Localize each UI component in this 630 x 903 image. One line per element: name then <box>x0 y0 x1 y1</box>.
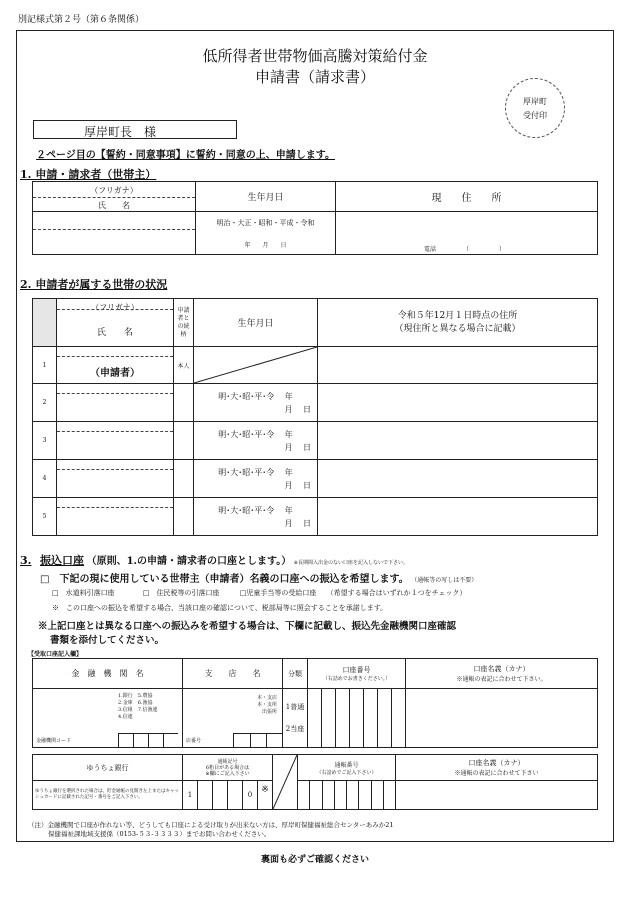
applicant-label: （申請者） <box>90 368 140 379</box>
row-number: 3 <box>33 422 57 460</box>
symbol-first-digit: 1 <box>183 781 198 809</box>
s2-relation-header: 申請者との続柄 <box>174 299 194 347</box>
row-number: 1 <box>33 347 57 384</box>
row-number: 4 <box>33 460 57 498</box>
section2-title: 2. 申請者が属する世帯の状況 <box>20 278 168 291</box>
check-note: （希望する場合はいずれか１つをチェック） <box>326 589 467 597</box>
household-table <box>32 298 598 536</box>
form-title: 低所得者世帯物価高騰対策給付金 <box>202 47 428 65</box>
holder-note: ※通帳の表記に合わせて下さい。 <box>456 676 547 683</box>
holder-input[interactable] <box>406 689 598 748</box>
branch-name-header: 支 店 名 <box>183 659 283 689</box>
branch-code-label: 店番号 <box>186 738 202 744</box>
stamp-label: 受付印 <box>523 111 547 120</box>
applicant-table <box>32 181 598 255</box>
s2-birth-header: 生年月日 <box>194 299 318 347</box>
row-number: 2 <box>33 384 57 422</box>
s3-num: 3. <box>20 554 32 567</box>
bank-name-header: 金 融 機 関 名 <box>33 659 183 689</box>
addressee-box <box>33 120 237 139</box>
check-tax[interactable]: □ 住民税等の引落口座 <box>142 589 220 597</box>
s2-address-line1: 令和５年12月１日時点の住所 <box>397 310 518 321</box>
yucho-symbol-header: 通帳記号 <box>217 759 238 765</box>
other-account-text-1: ※上記口座とは異なる口座への振込みを希望する場合は、下欄に記載し、振込先金融機関口座確認 <box>38 621 457 632</box>
acct-no-header: 口座番号 <box>342 666 371 674</box>
md: 月 日 <box>284 442 311 452</box>
diagonal-strike <box>194 347 317 383</box>
yucho-number-boxes[interactable] <box>298 781 396 810</box>
opt1-note: （通帳等の写しは不要） <box>411 577 478 584</box>
bank-types: 1.銀行 5.農協 2.金庫 6.漁協 3.信組 7.信漁連 4.信連 <box>118 693 158 720</box>
back-side-notice: 裏面も必ずご確認ください <box>260 855 369 865</box>
addressee: 厚岸町長 様 <box>84 125 157 139</box>
yucho-number-note: （右詰めでご記入下さい） <box>316 769 377 776</box>
s1-name-header: 氏 名 <box>98 201 130 210</box>
yucho-number-header: 通帳番号 <box>334 761 359 769</box>
yucho-header: ゆうちょ銀行 <box>33 755 183 781</box>
check-water[interactable]: □ 水道料引落口座 <box>52 589 115 597</box>
era: 明･大･昭･平･令 年 <box>218 391 293 401</box>
account-type-checks <box>52 588 466 598</box>
yucho-table <box>32 754 598 810</box>
section3-title <box>20 552 408 568</box>
footer-note-1: （注）金融機関で口座が作れない等、どうしても口座による受け取りが出来ない方は、厚岸町保健福祉総合センターあみか21 <box>28 821 394 829</box>
instruction: ２ページ目の【誓約・同意事項】に誓約・同意の上、申請します。 <box>36 150 335 161</box>
footer-note-2: 保健福祉課地域支援係（0153-５３-３３３３）までお問い合わせください。 <box>48 830 271 838</box>
symbol-kome: ※ <box>261 785 269 795</box>
yucho-holder-note: ※通帳の表記に合わせて下さい <box>454 770 539 777</box>
bank-code-label: 金融機関コード <box>36 738 72 744</box>
md: 月 日 <box>284 404 311 414</box>
other-account-text-2: 書類を添付してください。 <box>50 635 165 646</box>
form-subtitle: 申請書（請求書） <box>254 68 375 86</box>
s3-title: 振込口座 <box>40 554 85 567</box>
symbol-last-digit: 0 <box>243 781 258 809</box>
s2-name-header: 氏 名 <box>96 328 133 338</box>
stamp-town: 厚岸町 <box>523 97 547 106</box>
form-number: 別記様式第２号（第６条関係） <box>18 15 145 25</box>
opt1-text: □ 下記の現に使用している世帯主（申請者）名義の口座への振込を希望します。 <box>40 574 409 585</box>
yucho-symbol-boxes[interactable] <box>183 781 273 810</box>
yucho-diagonal <box>273 755 297 809</box>
self-label: 本人 <box>174 347 194 384</box>
acct-no-boxes[interactable] <box>308 689 406 748</box>
bank-code-boxes[interactable] <box>118 733 178 747</box>
s3-note: ※長期間入出金のない口座を記入しないで下さい。 <box>293 560 408 566</box>
section1-title: 1. 申請・請求者（世帯主） <box>20 168 157 181</box>
yucho-holder-header: 口座名義（カナ） <box>468 759 525 767</box>
yucho-holder-input[interactable] <box>396 781 598 810</box>
acct-no-note: （右詰めでお書きください。） <box>322 676 391 682</box>
s1-ymd: 年 月 日 <box>244 242 287 249</box>
era: 明･大･昭･平･令 年 <box>218 429 293 439</box>
holder-header: 口座名義（カナ） <box>473 665 530 673</box>
row-number: 5 <box>33 498 57 536</box>
category-header: 分類 <box>283 659 308 689</box>
s3-rule: （原則、1.の申請・請求者の口座とします。） <box>86 556 292 567</box>
check-child[interactable]: □児童手当等の受給口座 <box>239 589 317 597</box>
type-toza[interactable]: 2当座 <box>285 725 305 733</box>
branch-code-boxes[interactable] <box>233 733 283 747</box>
yucho-symbol-note: 6桁目がある場合は ※欄にご記入下さい <box>205 765 250 777</box>
s1-tel: 電話 （ ） <box>424 246 506 253</box>
account-box-label: 【受取口座記入欄】 <box>28 651 83 658</box>
md: 月 日 <box>284 480 311 490</box>
s1-furigana: （フリガナ） <box>90 186 138 195</box>
s1-address-header: 現 住 所 <box>336 182 598 212</box>
era: 明･大･昭･平･令 年 <box>218 467 293 477</box>
s2-furigana: （フリガナ） <box>91 303 139 312</box>
consent-text: ※ この口座への振込を希望する場合、当該口座の確認について、税部局等に照会することを承諾します。 <box>52 604 388 612</box>
bank-account-table <box>32 658 598 748</box>
option-current-account[interactable] <box>40 570 477 585</box>
s2-address-line2: （現住所と異なる場合に記載） <box>394 323 521 334</box>
s1-birth-header: 生年月日 <box>196 182 336 212</box>
yucho-note: ゆうちょ銀行を選択された場合は、貯金通帳の見開き左上またはキャッシュカードに記載された記号・番号をご記入下さい。 <box>33 781 183 810</box>
type-futsu[interactable]: 1普通 <box>285 703 305 711</box>
branch-types: 本・支店 本・支所 出張所 <box>256 695 277 715</box>
reception-stamp <box>505 78 565 138</box>
era: 明･大･昭･平･令 年 <box>218 505 293 515</box>
md: 月 日 <box>284 518 311 528</box>
s1-eras: 明治・大正・昭和・平成・令和 <box>216 219 315 227</box>
